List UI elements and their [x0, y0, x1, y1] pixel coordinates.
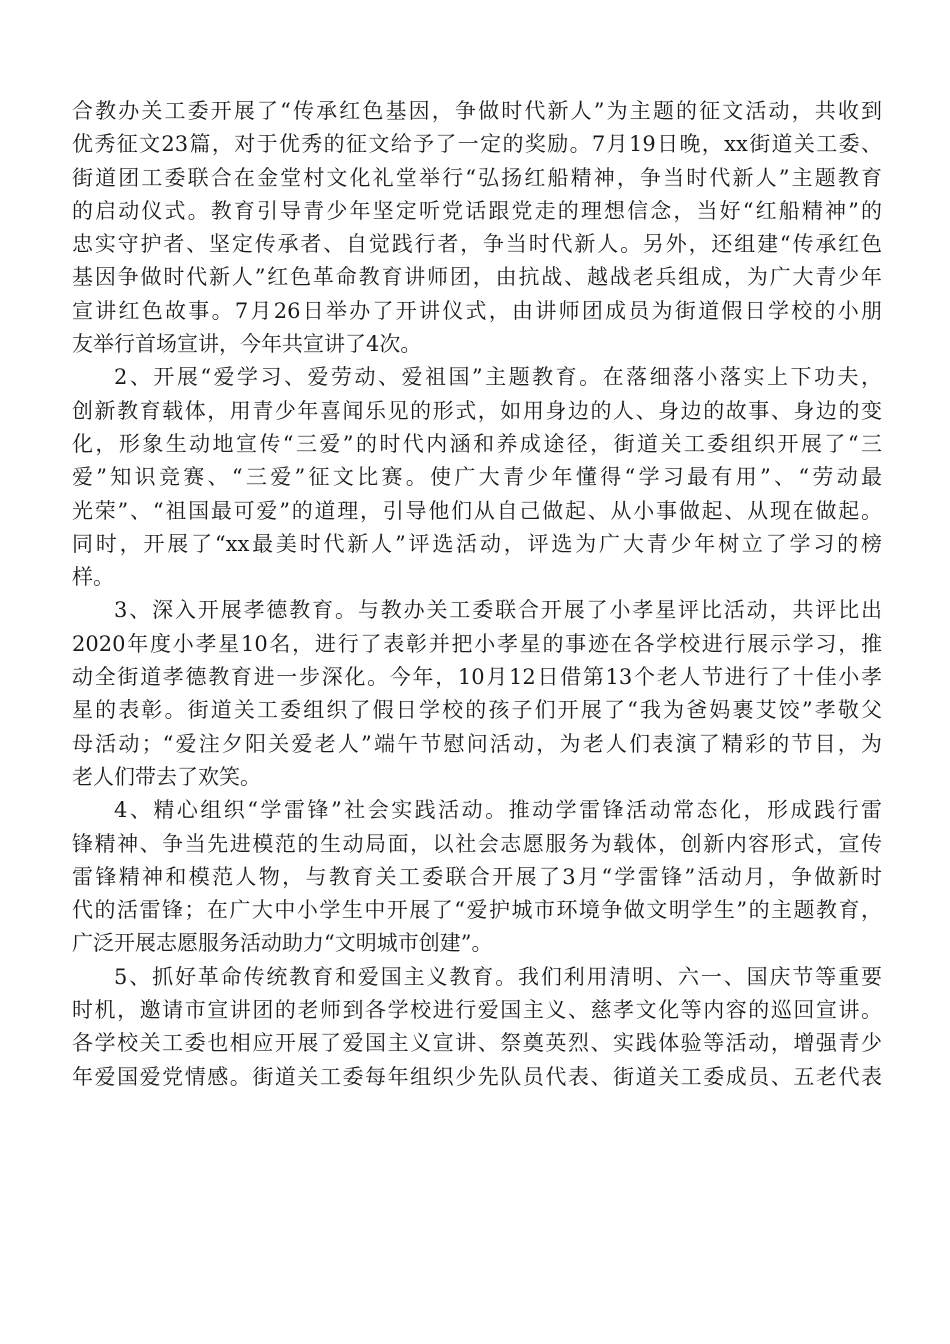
text-line: 动全街道孝德教育进一步深化。今年，10月12日借第13个老人节进行了十佳小孝 — [72, 665, 882, 690]
text-line: 星的表彰。街道关工委组织了假日学校的孩子们开展了“我为爸妈裹艾饺”孝敬父 — [72, 698, 882, 723]
text-line: 创新教育载体，用青少年喜闻乐见的形式，如用身边的人、身边的故事、身边的变 — [72, 398, 882, 423]
text-line: 母活动；“爱注夕阳关爱老人”端午节慰问活动，为老人们表演了精彩的节目，为 — [72, 731, 882, 756]
text-line: 街道团工委联合在金堂村文化礼堂举行“弘扬红船精神，争当时代新人”主题教育 — [72, 165, 882, 190]
text-line: 锋精神、争当先进模范的生动局面，以社会志愿服务为载体，创新内容形式，宣传 — [72, 831, 882, 856]
text-line: 代的活雷锋；在广大中小学生中开展了“爱护城市环境争做文明学生”的主题教育， — [72, 898, 882, 923]
text-line: 优秀征文23篇，对于优秀的征文给予了一定的奖励。7月19日晚，xx街道关工委、 — [72, 132, 882, 157]
text-line: 年爱国爱党情感。街道关工委每年组织少先队员代表、街道关工委成员、五老代表 — [72, 1064, 882, 1089]
text-line: 时机，邀请市宣讲团的老师到各学校进行爱国主义、慈孝文化等内容的巡回宣讲。 — [72, 998, 882, 1023]
text-line: 合教办关工委开展了“传承红色基因，争做时代新人”为主题的征文活动，共收到 — [72, 99, 882, 123]
text-line: 爱”知识竞赛、“三爱”征文比赛。使广大青少年懂得“学习最有用”、“劳动最 — [72, 465, 882, 490]
text-line: 宣讲红色故事。7月26日举办了开讲仪式，由讲师团成员为街道假日学校的小朋 — [72, 298, 882, 323]
text-line: 基因争做时代新人”红色革命教育讲师团，由抗战、越战老兵组成，为广大青少年 — [72, 265, 882, 290]
text-line: 2、开展“爱学习、爱劳动、爱祖国”主题教育。在落细落小落实上下功夫， — [114, 365, 882, 390]
text-line: 同时，开展了“xx最美时代新人”评选活动，评选为广大青少年树立了学习的榜 — [72, 531, 882, 556]
text-line: 光荣”、“祖国最可爱”的道理，引导他们从自己做起、从小事做起、从现在做起。 — [72, 498, 882, 523]
text-line: 5、抓好革命传统教育和爱国主义教育。我们利用清明、六一、国庆节等重要 — [114, 964, 882, 989]
text-line: 4、精心组织“学雷锋”社会实践活动。推动学雷锋活动常态化，形成践行雷 — [114, 798, 882, 823]
text-line: 样。 — [72, 565, 114, 590]
text-line: 忠实守护者、坚定传承者、自觉践行者，争当时代新人。另外，还组建“传承红色 — [72, 232, 882, 257]
text-line: 2020年度小孝星10名，进行了表彰并把小孝星的事迹在各学校进行展示学习，推 — [72, 631, 882, 656]
text-line: 老人们带去了欢笑。 — [72, 764, 261, 789]
text-line: 3、深入开展孝德教育。与教办关工委联合开展了小孝星评比活动，共评比出 — [114, 598, 882, 623]
text-line: 广泛开展志愿服务活动助力“文明城市创建”。 — [72, 931, 493, 956]
text-line: 各学校关工委也相应开展了爱国主义宣讲、祭奠英烈、实践体验等活动，增强青少 — [72, 1031, 882, 1056]
text-line: 的启动仪式。教育引导青少年坚定听党话跟党走的理想信念，当好“红船精神”的 — [72, 198, 882, 223]
text-line: 雷锋精神和模范人物，与教育关工委联合开展了3月“学雷锋”活动月，争做新时 — [72, 864, 882, 889]
text-line: 友举行首场宣讲，今年共宣讲了4次。 — [72, 332, 422, 357]
document-body — [72, 95, 882, 1094]
text-line: 化，形象生动地宣传“三爱”的时代内涵和养成途径，街道关工委组织开展了“三 — [72, 431, 882, 456]
